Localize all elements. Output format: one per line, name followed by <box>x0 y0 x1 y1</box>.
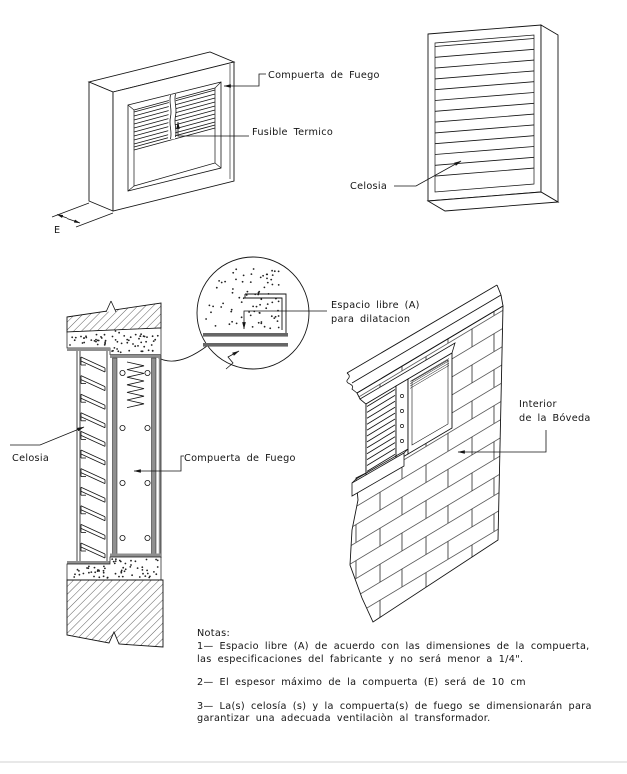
damper-spring <box>127 362 144 408</box>
section-bottom-concrete <box>67 557 161 580</box>
view-fire-damper-iso <box>52 52 380 236</box>
note-3-line-2: garantizar una adecuada ventilaciòn al transformador. <box>197 713 491 725</box>
label-fusible-termico: Fusible Termico <box>252 127 334 138</box>
label-espacio-line1: Espacio libre (A) <box>331 300 420 311</box>
view-vault-iso <box>347 285 591 622</box>
view-louver-iso <box>350 25 558 211</box>
label-celosia-section: Celosia <box>12 453 50 464</box>
label-compuerta-fuego-top: Compuerta de Fuego <box>268 70 380 81</box>
damper-track-bar-bottom <box>203 343 288 347</box>
label-compuerta-fuego-section: Compuerta de Fuego <box>184 453 296 464</box>
damper-rivets <box>120 370 150 540</box>
section-louver <box>77 351 107 561</box>
detail-balloon-tail <box>157 346 207 361</box>
detail-balloon <box>197 257 309 369</box>
label-espacio-line2: para dilatacion <box>331 314 411 325</box>
note-2: 2— El espesor máximo de la compuerta (E) será de 10 cm <box>197 677 526 689</box>
leader-celosia-section <box>10 427 84 445</box>
bottom-rule <box>0 761 627 763</box>
fusible-link <box>168 94 176 140</box>
label-interior-line1: Interior <box>519 399 557 410</box>
view-detail-circle <box>157 257 420 369</box>
damper-track-bar-top <box>203 333 288 337</box>
section-bottom-wall <box>67 580 163 647</box>
label-interior-line2: de la Bóveda <box>519 413 591 424</box>
note-1-line-2: las especificaciones del fabricante y no será menor a 1/4". <box>197 653 524 665</box>
section-damper <box>113 355 162 558</box>
dim-e-label: E <box>54 225 61 236</box>
opening-damper-frame <box>396 379 408 461</box>
louver-front-face <box>428 25 541 201</box>
note-1-line-1: 1— Espacio libre (A) de acuerdo con las dimensiones de la compuerta, <box>197 641 590 653</box>
notes-title: Notas: <box>197 628 231 639</box>
label-celosia-top: Celosia <box>350 181 388 192</box>
note-3-line-1: 3— La(s) celosía (s) y la compuerta(s) de fuego se dimensionarán para <box>197 700 592 712</box>
notes-block <box>197 628 625 726</box>
damper-box-left-face <box>89 82 113 211</box>
louver-side-face <box>541 25 558 202</box>
